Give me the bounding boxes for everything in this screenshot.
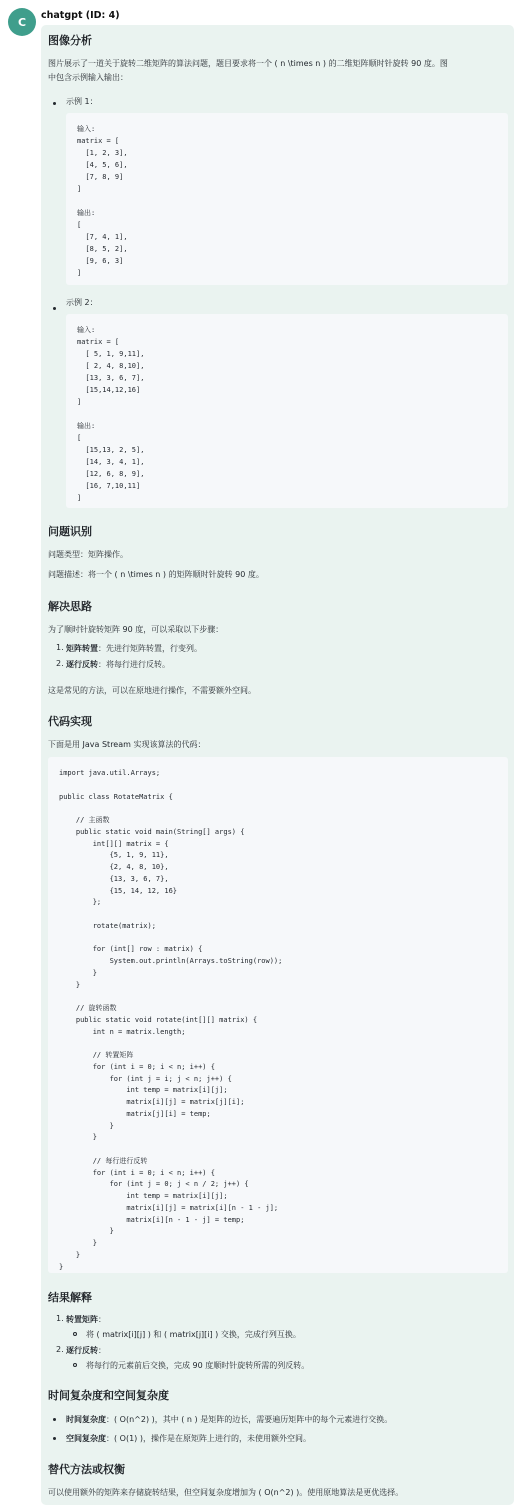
problem-type: 问题类型：矩阵操作。 xyxy=(48,550,128,559)
code-intro: 下面是用 Java Stream 实现该算法的代码： xyxy=(48,740,206,749)
bullet-icon xyxy=(53,102,56,105)
bullet-icon xyxy=(53,307,56,310)
list-number: 2. xyxy=(56,659,64,668)
bullet-icon xyxy=(53,1437,56,1440)
bullet-icon xyxy=(53,1418,56,1421)
result-item-1-detail: 将 ( matrix[i][j] ) 和 ( matrix[j][i] ) 交换，完成行列互换。 xyxy=(86,1330,301,1339)
approach-intro: 为了顺时针旋转矩阵 90 度，可以采取以下步骤： xyxy=(48,625,224,634)
approach-note: 这是常见的方法，可以在原地进行操作，不需要额外空间。 xyxy=(48,686,256,695)
example-2-label: 示例 2： xyxy=(66,298,98,307)
paragraph-line: 图片展示了一道关于旋转二维矩阵的算法问题，题目要求将一个 ( n \times n ) 的二维矩阵顺时针旋转 90 度。图 xyxy=(48,59,448,68)
heading-image-analysis: 图像分析 xyxy=(48,34,92,47)
heading-alternatives: 替代方法或权衡 xyxy=(48,1463,125,1476)
time-complexity: 时间复杂度：( O(n^2) )，其中 ( n ) 是矩阵的边长，需要遍历矩阵中的每个元素进行交换。 xyxy=(66,1415,393,1424)
code-block-example-1[interactable] xyxy=(66,113,508,285)
code-block-java[interactable] xyxy=(48,757,508,1273)
step-1: 矩阵转置：先进行矩阵转置，行变列。 xyxy=(66,644,202,653)
heading-problem-identification: 问题识别 xyxy=(48,525,92,538)
alternatives-text: 可以使用额外的矩阵来存储旋转结果，但空间复杂度增加为 ( O(n^2) )。使用原地算法是更优选择。 xyxy=(48,1488,404,1497)
code-text: import java.util.Arrays; public class RotateMatrix { // 主函数 public static void main(String[] args) { int[][] matrix = { {5, 1, 9, 11}, {2, 4, 8, 10}, {13, 3, 6, 7}, {15, 14, 12, 16} }; rotate(matrix); for (int[] row : matrix) { System.out.println(Arrays.toString(row)); } } // 旋转函数 public static void rotate(int[][] matrix) { int n = matrix.length; // 转置矩阵 for (int i = 0; i < n; i++) { for (int j = i; j < n; j++) { int temp = matrix[i][j]; matrix[i][j] = matrix[j][i]; matrix[j][i] = temp; } } // 每行进行反转 for (int i = 0; i < n; i++) { for (int j = 0; j < n / 2; j++) { int temp = matrix[i][j]; matrix[i][j] = matrix[i][n - 1 - j]; matrix[i][n - 1 - j] = temp; } } } } xyxy=(59,769,283,1271)
code-block-example-2[interactable] xyxy=(66,314,508,508)
result-item-2-detail: 将每行的元素前后交换，完成 90 度顺时针旋转所需的列反转。 xyxy=(86,1361,310,1370)
step-2: 逐行反转：将每行进行反转。 xyxy=(66,660,170,669)
list-number: 1. xyxy=(56,1314,64,1323)
result-item-2: 逐行反转： xyxy=(66,1346,106,1355)
sub-bullet-icon xyxy=(73,1332,77,1336)
code-text: 输入: matrix = [ [ 5, 1, 9,11], [ 2, 4, 8,10], [13, 3, 6, 7], [15,14,12,16] ] 输出: [ [15,13, 2, 5], [14, 3, 4, 1], [12, 6, 8, 9], [16, 7,10,11] ] xyxy=(77,326,145,502)
heading-solution-approach: 解决思路 xyxy=(48,600,92,613)
heading-complexity: 时间复杂度和空间复杂度 xyxy=(48,1389,169,1402)
sub-bullet-icon xyxy=(73,1363,77,1367)
heading-result-explanation: 结果解释 xyxy=(48,1291,92,1304)
code-text: 输入: matrix = [ [1, 2, 3], [4, 5, 6], [7, 8, 9] ] 输出: [ [7, 4, 1], [8, 5, 2], [9, 6, 3] ] xyxy=(77,125,128,277)
list-number: 1. xyxy=(56,643,64,652)
avatar: C xyxy=(8,8,36,36)
list-number: 2. xyxy=(56,1345,64,1354)
result-item-1: 转置矩阵： xyxy=(66,1315,106,1324)
problem-description: 问题描述：将一个 ( n \times n ) 的矩阵顺时针旋转 90 度。 xyxy=(48,570,264,579)
sender-name: chatgpt (ID: 4) xyxy=(41,10,120,21)
paragraph-line: 中包含示例输入输出： xyxy=(48,73,128,82)
heading-code-implementation: 代码实现 xyxy=(48,715,92,728)
example-1-label: 示例 1： xyxy=(66,97,98,106)
space-complexity: 空间复杂度：( O(1) )，操作是在原矩阵上进行的，未使用额外空间。 xyxy=(66,1434,311,1443)
